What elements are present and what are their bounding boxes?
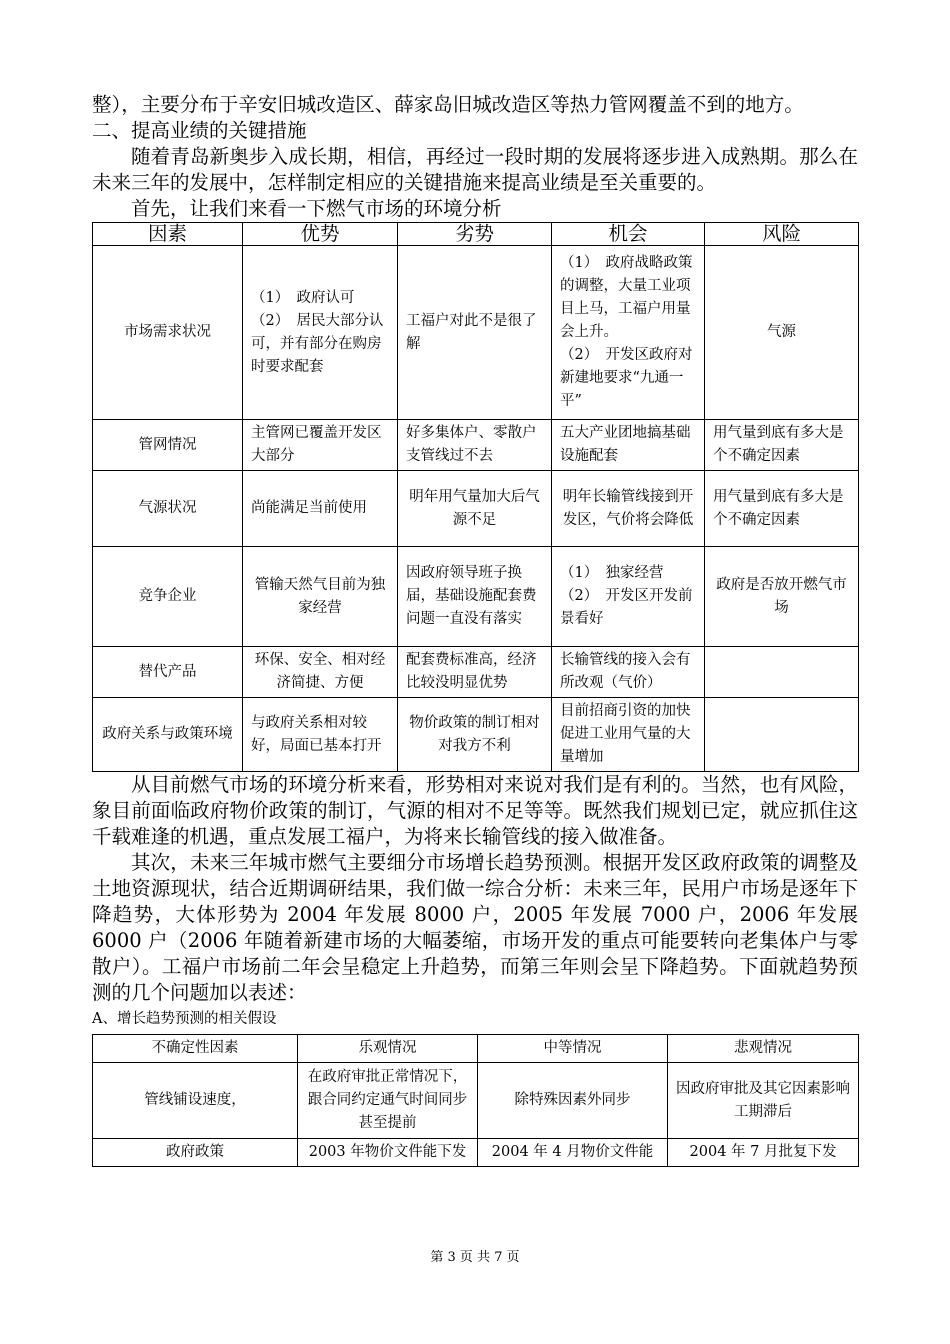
header-pessimistic: 悲观情况 xyxy=(668,1035,859,1063)
cell-factor: 市场需求状况 xyxy=(93,246,243,420)
cell-line: （1） 政府战略政策的调整，大量工业项目上马，工福户用量会上升。 xyxy=(560,255,693,340)
cell-factor: 竞争企业 xyxy=(93,547,243,647)
subheading-assumptions: A、增长趋势预测的相关假设 xyxy=(92,1011,277,1027)
cell-moderate: 2004 年 4 月物价文件能 xyxy=(478,1139,668,1167)
header-factor: 因素 xyxy=(93,223,243,246)
cell-strength: 尚能满足当前使用 xyxy=(243,471,398,547)
cell-factor: 替代产品 xyxy=(93,647,243,698)
table-row xyxy=(93,698,859,772)
document-page xyxy=(92,92,858,1167)
cell-weakness: 物价政策的制订相对对我方不利 xyxy=(398,698,552,772)
table-row xyxy=(93,1139,859,1167)
cell-strength: 主管网已覆盖开发区大部分 xyxy=(243,420,398,471)
cell-line: （2） 开发区开发前景看好 xyxy=(560,588,693,627)
table-row xyxy=(93,647,859,698)
table-row xyxy=(93,547,859,647)
cell-strength: 管输天然气目前为独家经营 xyxy=(243,547,398,647)
cell-optimistic: 在政府审批正常情况下，跟合同约定通气时间同步甚至提前 xyxy=(298,1063,478,1139)
header-risk: 风险 xyxy=(705,223,859,246)
paragraph-forecast: 其次，未来三年城市燃气主要细分市场增长趋势预测。根据开发区政府政策的调整及土地资源现状，结合近期调研结果，我们做一综合分析：未来三年，民用户市场是逐年下降趋势，大体形势为 2004 年发展 8000 户，2005 年发展 7000 户，2006 年发展 6000 户（2006 年随着新建市场的大幅萎缩，市场开发的重点可能要转向老集体户与零散户）。工福户市场前二年会呈稳定上升趋势，而第三年则会呈下降趋势。下面就趋势预测的几个问题加以表述： xyxy=(92,851,858,1004)
cell-line: （1） 独家经营 xyxy=(560,565,664,581)
header-strength: 优势 xyxy=(243,223,398,246)
cell-weakness: 明年用气量加大后气源不足 xyxy=(398,471,552,547)
header-moderate: 中等情况 xyxy=(478,1035,668,1063)
paragraph-analysis: 从目前燃气市场的环境分析来看，形势相对来说对我们是有利的。当然，也有风险，象目前面临政府物价政策的制订，气源的相对不足等等。既然我们规划已定，就应抓住这千载难逢的机遇，重点发展工福户，为将来长输管线的接入做准备。 xyxy=(92,773,858,848)
cell-opportunity: 长输管线的接入会有所改观（气价） xyxy=(552,647,705,698)
header-weakness: 劣势 xyxy=(398,223,552,246)
cell-opportunity: 目前招商引资的加快促进工业用气量的大量增加 xyxy=(552,698,705,772)
cell-pessimistic: 2004 年 7 月批复下发 xyxy=(668,1139,859,1167)
cell-weakness: 工福户对此不是很了解 xyxy=(398,246,552,420)
cell-risk xyxy=(705,647,859,698)
header-uncertain-factor: 不确定性因素 xyxy=(93,1035,298,1063)
cell-strength: 环保、安全、相对经济简捷、方便 xyxy=(243,647,398,698)
paragraph-intro: 随着青岛新奥步入成长期，相信，再经过一段时期的发展将逐步进入成熟期。那么在未来三年的发展中，怎样制定相应的关键措施来提高业绩是至关重要的。 xyxy=(92,145,858,194)
cell-factor: 管线铺设速度， xyxy=(93,1063,298,1139)
environment-analysis-table xyxy=(92,222,859,772)
cell-risk: 用气量到底有多大是个不确定因素 xyxy=(705,471,859,547)
table-row xyxy=(93,471,859,547)
paragraph-env-lead: 首先，让我们来看一下燃气市场的环境分析 xyxy=(131,197,502,220)
cell-factor: 管网情况 xyxy=(93,420,243,471)
page-footer: 第 3 页 共 7 页 xyxy=(430,1250,520,1265)
cell-weakness: 好多集体户、零散户支管线过不去 xyxy=(398,420,552,471)
table-row xyxy=(93,1063,859,1139)
assumptions-table xyxy=(92,1034,859,1167)
cell-line: （1） 政府认可 xyxy=(251,289,355,306)
cell-risk: 气源 xyxy=(705,246,859,420)
cell-optimistic: 2003 年物价文件能下发 xyxy=(298,1139,478,1167)
cell-opportunity: 明年长输管线接到开发区，气价将会降低 xyxy=(552,471,705,547)
table-row xyxy=(93,246,859,420)
cell-weakness: 因政府领导班子换届，基础设施配套费问题一直没有落实 xyxy=(398,547,552,647)
header-optimistic: 乐观情况 xyxy=(298,1035,478,1063)
cell-risk: 用气量到底有多大是个不确定因素 xyxy=(705,420,859,471)
cell-weakness: 配套费标准高，经济比较没明显优势 xyxy=(398,647,552,698)
cell-factor: 政府政策 xyxy=(93,1139,298,1167)
header-opportunity: 机会 xyxy=(552,223,705,246)
cell-opportunity xyxy=(552,246,705,420)
table-header-row xyxy=(93,223,859,246)
cell-factor: 政府关系与政策环境 xyxy=(93,698,243,772)
cell-strength: 与政府关系相对较好，局面已基本打开 xyxy=(243,698,398,772)
cell-strength xyxy=(243,246,398,420)
cell-line: （2） 居民大部分认可，并有部分在购房时要求配套 xyxy=(251,312,384,375)
cell-risk xyxy=(705,698,859,772)
cell-opportunity: 五大产业团地搞基础设施配套 xyxy=(552,420,705,471)
table-row xyxy=(93,420,859,471)
section-heading: 二、提高业绩的关键措施 xyxy=(92,119,307,142)
paragraph-continuation: 整），主要分布于辛安旧城改造区、薛家岛旧城改造区等热力管网覆盖不到的地方。 xyxy=(92,93,804,116)
cell-opportunity xyxy=(552,547,705,647)
table-header-row xyxy=(93,1035,859,1063)
cell-pessimistic: 因政府审批及其它因素影响工期滞后 xyxy=(668,1063,859,1139)
cell-risk: 政府是否放开燃气市场 xyxy=(705,547,859,647)
cell-moderate: 除特殊因素外同步 xyxy=(478,1063,668,1139)
cell-factor: 气源状况 xyxy=(93,471,243,547)
cell-line: （2） 开发区政府对新建地要求“九通一平” xyxy=(560,347,693,409)
